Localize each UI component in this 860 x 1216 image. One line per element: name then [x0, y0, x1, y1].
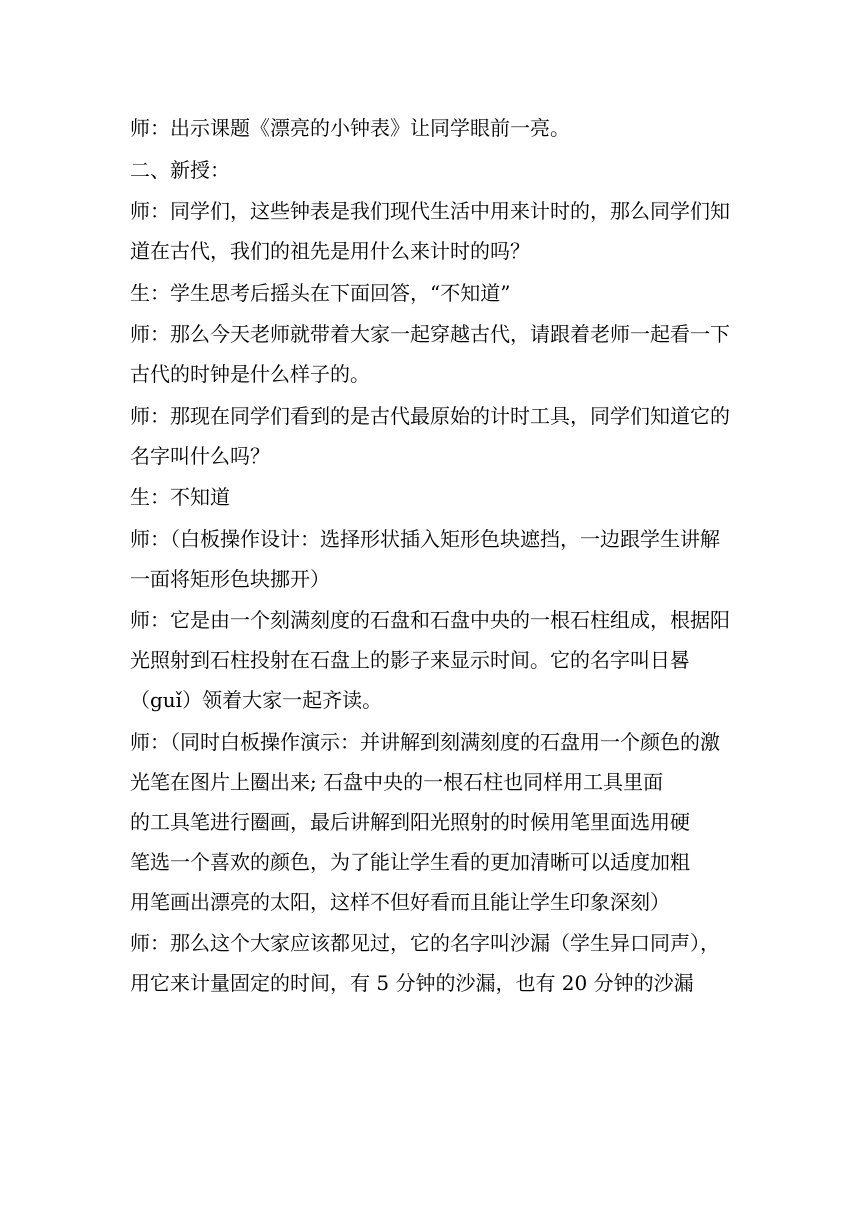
text-line: 师：（同时白板操作演示：并讲解到刻满刻度的石盘用一个颜色的激 — [130, 729, 720, 754]
text-line: 师：那么这个大家应该都见过，它的名字叫沙漏（学生异口同声）， — [130, 931, 720, 955]
text-line: 生：学生思考后摇头在下面回答，“不知道” — [130, 280, 511, 305]
text-line: （guǐ）领着大家一起齐读。 — [130, 688, 383, 712]
paragraph-show-title — [130, 108, 735, 148]
text-line: 的工具笔进行圈画，最后讲解到阳光照射的时候用笔里面选用硬 — [130, 809, 690, 834]
paragraph-teacher-question — [130, 191, 735, 271]
text-line: 生：不知道 — [130, 485, 230, 509]
text-line: 名字叫什么吗？ — [130, 443, 270, 468]
text-line: 道在古代，我们的祖先是用什么来计时的吗？ — [130, 239, 530, 263]
paragraph-hourglass — [130, 923, 735, 1003]
text-line: 用它来计量固定的时间，有 5 分钟的沙漏，也有 20 分钟的沙漏 — [130, 971, 694, 995]
paragraph-student-dont-know — [130, 477, 735, 517]
text-line: 二、新授： — [130, 157, 230, 182]
paragraph-teacher-ancient — [130, 314, 735, 394]
text-line: 笔选一个喜欢的颜色，为了能让学生看的更加清晰可以适度加粗 — [130, 849, 690, 874]
text-line: 光笔在图片上圈出来; 石盘中央的一根石柱也同样用工具里面 — [130, 769, 664, 794]
document-page — [130, 108, 735, 1005]
text-line: 师：同学们，这些钟表是我们现代生活中用来计时的，那么同学们知 — [130, 199, 730, 223]
text-line: 一面将矩形色块挪开） — [130, 566, 330, 591]
paragraph-whiteboard-design — [130, 519, 735, 599]
text-line: 古代的时钟是什么样子的。 — [130, 362, 370, 386]
text-line: 师：那么今天老师就带着大家一起穿越古代，请跟着老师一起看一下 — [130, 322, 730, 346]
text-line: 师：那现在同学们看到的是古代最原始的计时工具，同学们知道它的 — [130, 403, 730, 428]
paragraph-student-answer — [130, 273, 735, 313]
paragraph-sundial — [130, 600, 735, 720]
section-heading-new-lesson — [130, 150, 735, 190]
paragraph-whiteboard-demo — [130, 722, 735, 922]
paragraph-teacher-tool — [130, 396, 735, 476]
text-line: 师：（白板操作设计：选择形状插入矩形色块遮挡，一边跟学生讲解 — [130, 526, 720, 551]
text-line: 光照射到石柱投射在石盘上的影子来显示时间。它的名字叫日晷 — [130, 648, 690, 672]
text-line: 师：它是由一个刻满刻度的石盘和石盘中央的一根石柱组成，根据阳 — [130, 608, 730, 632]
text-line: 用笔画出漂亮的太阳，这样不但好看而且能让学生印象深刻） — [130, 889, 670, 914]
text-line: 师：出示课题《漂亮的小钟表》让同学眼前一亮。 — [130, 116, 570, 140]
